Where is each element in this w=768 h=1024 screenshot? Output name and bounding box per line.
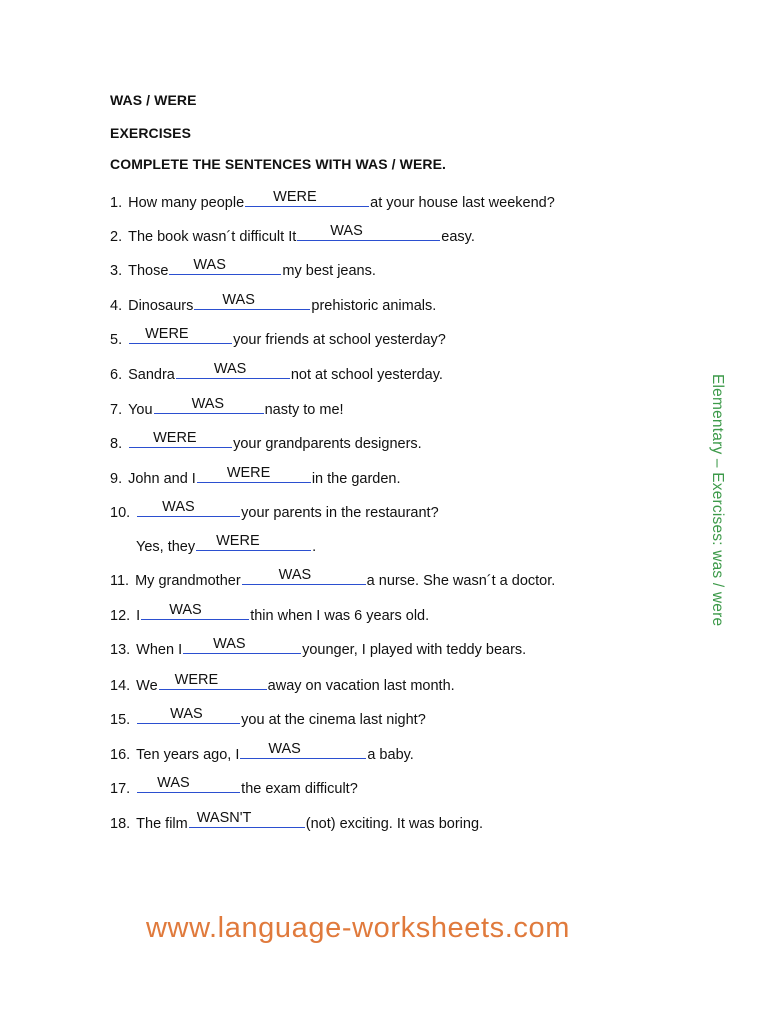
exercise-line (110, 500, 439, 520)
exercise-number: 6. (110, 367, 123, 383)
answer-blank[interactable] (189, 811, 305, 828)
sentence-end: the exam difficult? (241, 781, 358, 797)
exercise-line (110, 190, 555, 210)
answer-blank[interactable] (137, 707, 240, 724)
exercise-line (110, 224, 475, 244)
sentence-start: The film (136, 816, 188, 832)
sentence-start: How many people (128, 195, 245, 211)
answer-blank[interactable] (137, 776, 240, 793)
exercise-line (110, 362, 443, 382)
exercise-line (110, 811, 483, 831)
sentence-end: nasty to me! (264, 402, 344, 418)
exercise-line (110, 637, 526, 657)
answer-text: WERE (174, 672, 219, 688)
exercise-number: 8. (110, 436, 123, 452)
exercise-line (110, 673, 455, 693)
exercise-number: 13. (110, 642, 131, 658)
page-subtitle: EXERCISES (110, 125, 192, 141)
sentence-end: a baby. (367, 747, 414, 763)
answer-text: WAS (268, 741, 301, 757)
exercise-number: 11. (110, 573, 130, 589)
answer-text: WAS (170, 706, 203, 722)
sentence-start: Ten years ago, I (136, 747, 240, 763)
answer-text: WAS (330, 223, 363, 239)
exercise-line (110, 397, 344, 417)
sentence-end: thin when I was 6 years old. (250, 608, 430, 624)
exercise-number: 15. (110, 712, 131, 728)
exercise-line (110, 603, 429, 623)
sentence-start: Yes, they (136, 539, 196, 555)
exercise-line (110, 327, 446, 347)
answer-text: WAS (162, 499, 195, 515)
exercise-number: 17. (110, 781, 131, 797)
exercise-number: 14. (110, 678, 131, 694)
exercise-line (110, 258, 376, 278)
sentence-start: My grandmother (135, 573, 241, 589)
sentence-end: easy. (441, 229, 475, 245)
page-title: WAS / WERE (110, 92, 197, 108)
exercise-line (110, 568, 555, 588)
sentence-start: I (136, 608, 141, 624)
answer-blank[interactable] (129, 431, 232, 448)
answer-blank[interactable] (169, 258, 281, 275)
answer-blank[interactable] (183, 637, 301, 654)
answer-text: WAS (191, 396, 225, 412)
answer-blank[interactable] (242, 568, 366, 585)
sentence-end: you at the cinema last night? (241, 712, 426, 728)
sentence-end: (not) exciting. It was boring. (305, 816, 484, 832)
exercise-line (110, 293, 436, 313)
exercise-line (110, 707, 426, 727)
exercise-number: 12. (110, 608, 131, 624)
side-label: Elementary – Exercises: was / were (709, 374, 726, 627)
exercise-line (110, 431, 422, 451)
answer-text: WAS (213, 636, 246, 652)
answer-blank[interactable] (196, 534, 311, 551)
sentence-end: your grandparents designers. (233, 436, 422, 452)
answer-text: WASN'T (196, 810, 252, 826)
sentence-end: a nurse. She wasn´t a doctor. (366, 573, 556, 589)
answer-blank[interactable] (137, 500, 240, 517)
sentence-end: not at school yesterday. (290, 367, 443, 383)
exercise-number: 5. (110, 332, 123, 348)
sentence-end: in the garden. (311, 471, 401, 487)
exercise-number: 1. (110, 195, 123, 211)
sentence-end: at your house last weekend? (370, 195, 555, 211)
answer-blank[interactable] (197, 466, 311, 483)
answer-text: WERE (153, 430, 197, 446)
sentence-start: Those (128, 263, 169, 279)
exercise-line (110, 466, 401, 486)
sentence-end: younger, I played with teddy bears. (302, 642, 527, 658)
answer-text: WAS (193, 257, 226, 273)
footer-url[interactable]: www.language-worksheets.com (146, 912, 570, 944)
sentence-start: You (128, 402, 153, 418)
sentence-end: your friends at school yesterday? (233, 332, 446, 348)
answer-blank[interactable] (240, 742, 366, 759)
sentence-start: When I (136, 642, 183, 658)
answer-text: WAS (222, 292, 255, 308)
answer-blank[interactable] (129, 327, 232, 344)
answer-text: WAS (278, 567, 312, 583)
exercise-number: 3. (110, 263, 123, 279)
answer-text: WAS (157, 775, 190, 791)
answer-blank[interactable] (159, 673, 267, 690)
answer-text: WAS (213, 361, 247, 377)
answer-text: WERE (273, 189, 317, 205)
answer-blank[interactable] (245, 190, 369, 207)
sentence-start: We (136, 678, 158, 694)
footer (0, 912, 768, 945)
answer-text: WAS (169, 602, 202, 618)
exercise-line (110, 742, 414, 762)
instruction-text: COMPLETE THE SENTENCES WITH WAS / WERE. (110, 156, 447, 172)
answer-blank[interactable] (297, 224, 440, 241)
answer-text: WERE (145, 326, 189, 342)
sentence-start: Sandra (128, 367, 175, 383)
exercise-number: 16. (110, 747, 131, 763)
sentence-end: prehistoric animals. (311, 298, 437, 314)
sentence-start: Dinosaurs (128, 298, 194, 314)
sentence-end: away on vacation last month. (267, 678, 455, 694)
sentence-start: John and I (128, 471, 196, 487)
exercise-number: 7. (110, 402, 123, 418)
exercise-number: 2. (110, 229, 123, 245)
answer-blank[interactable] (154, 397, 264, 414)
answer-text: WERE (216, 533, 260, 549)
exercise-number: 4. (110, 298, 123, 314)
answer-text: WERE (226, 465, 271, 481)
exercise-line (136, 534, 316, 554)
exercise-line (110, 776, 358, 796)
exercise-number: 9. (110, 471, 123, 487)
answer-blank[interactable] (176, 362, 290, 379)
exercise-number: 18. (110, 816, 131, 832)
answer-blank[interactable] (141, 603, 249, 620)
exercise-number: 10. (110, 505, 131, 521)
sentence-start: The book wasn´t difficult It (128, 229, 297, 245)
answer-blank[interactable] (194, 293, 310, 310)
sentence-end: . (312, 539, 317, 555)
sentence-end: your parents in the restaurant? (241, 505, 439, 521)
sentence-end: my best jeans. (282, 263, 376, 279)
